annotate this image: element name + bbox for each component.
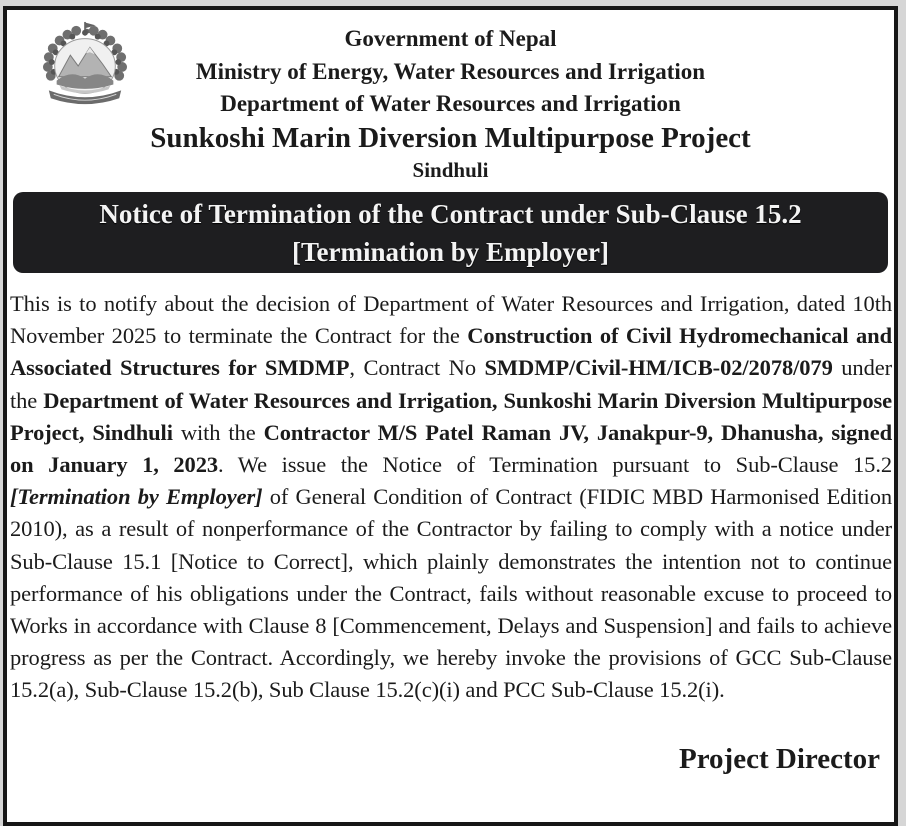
department-title: Department of Water Resources and Irrigation: [220, 91, 681, 116]
nepal-coat-of-arms-icon: [33, 20, 137, 108]
district-name: Sindhuli: [412, 158, 489, 182]
letterhead: [7, 10, 894, 185]
ministry-title: Ministry of Energy, Water Resources and Irrigation: [195, 59, 706, 84]
project-title: Sunkoshi Marin Diversion Multipurpose Project: [150, 122, 751, 154]
notice-title-banner: [13, 192, 888, 273]
notice-title-line1: Notice of Termination of the Contract under Sub-Clause 15.2: [99, 198, 802, 229]
notice-body: This is to notify about the decision of Department of Water Resources and Irrigation, dated 10th November 2025 to terminate the Contract for the Construction of Civil Hydromechanical and Associated Structures for SMDMP, Contract No SMDMP/Civil-HM/ICB-02/2078/079 under the Department of Water Resources and Irrigation, Sunkoshi Marin Diversion Multipurpose Project, Sindhuli with the Contractor M/S Patel Raman JV, Janakpur-9, Dhanusha, signed on January 1, 2023. We issue the Notice of Termination pursuant to Sub-Clause 15.2 [Termination by Employer] of General Condition of Contract (FIDIC MBD Harmonised Edition 2010), as a result of nonperformance of the Contractor by failing to comply with a notice under Sub-Clause 15.1 [Notice to Correct], which plainly demonstrates the intention not to continue performance of his obligations under the Contract, fails without reasonable excuse to proceed to Works in accordance with Clause 8 [Commencement, Delays and Suspension] and fails to achieve progress as per the Contract. Accordingly, we hereby invoke the provisions of GCC Sub-Clause 15.2(a), Sub-Clause 15.2(b), Sub Clause 15.2(c)(i) and PCC Sub-Clause 15.2(i).: [10, 291, 893, 703]
notice-content: [7, 10, 894, 822]
signature-title: Project Director: [679, 743, 880, 775]
notice-page: [3, 6, 898, 826]
government-title: Government of Nepal: [344, 26, 557, 51]
notice-title-line2: [Termination by Employer]: [292, 236, 609, 267]
